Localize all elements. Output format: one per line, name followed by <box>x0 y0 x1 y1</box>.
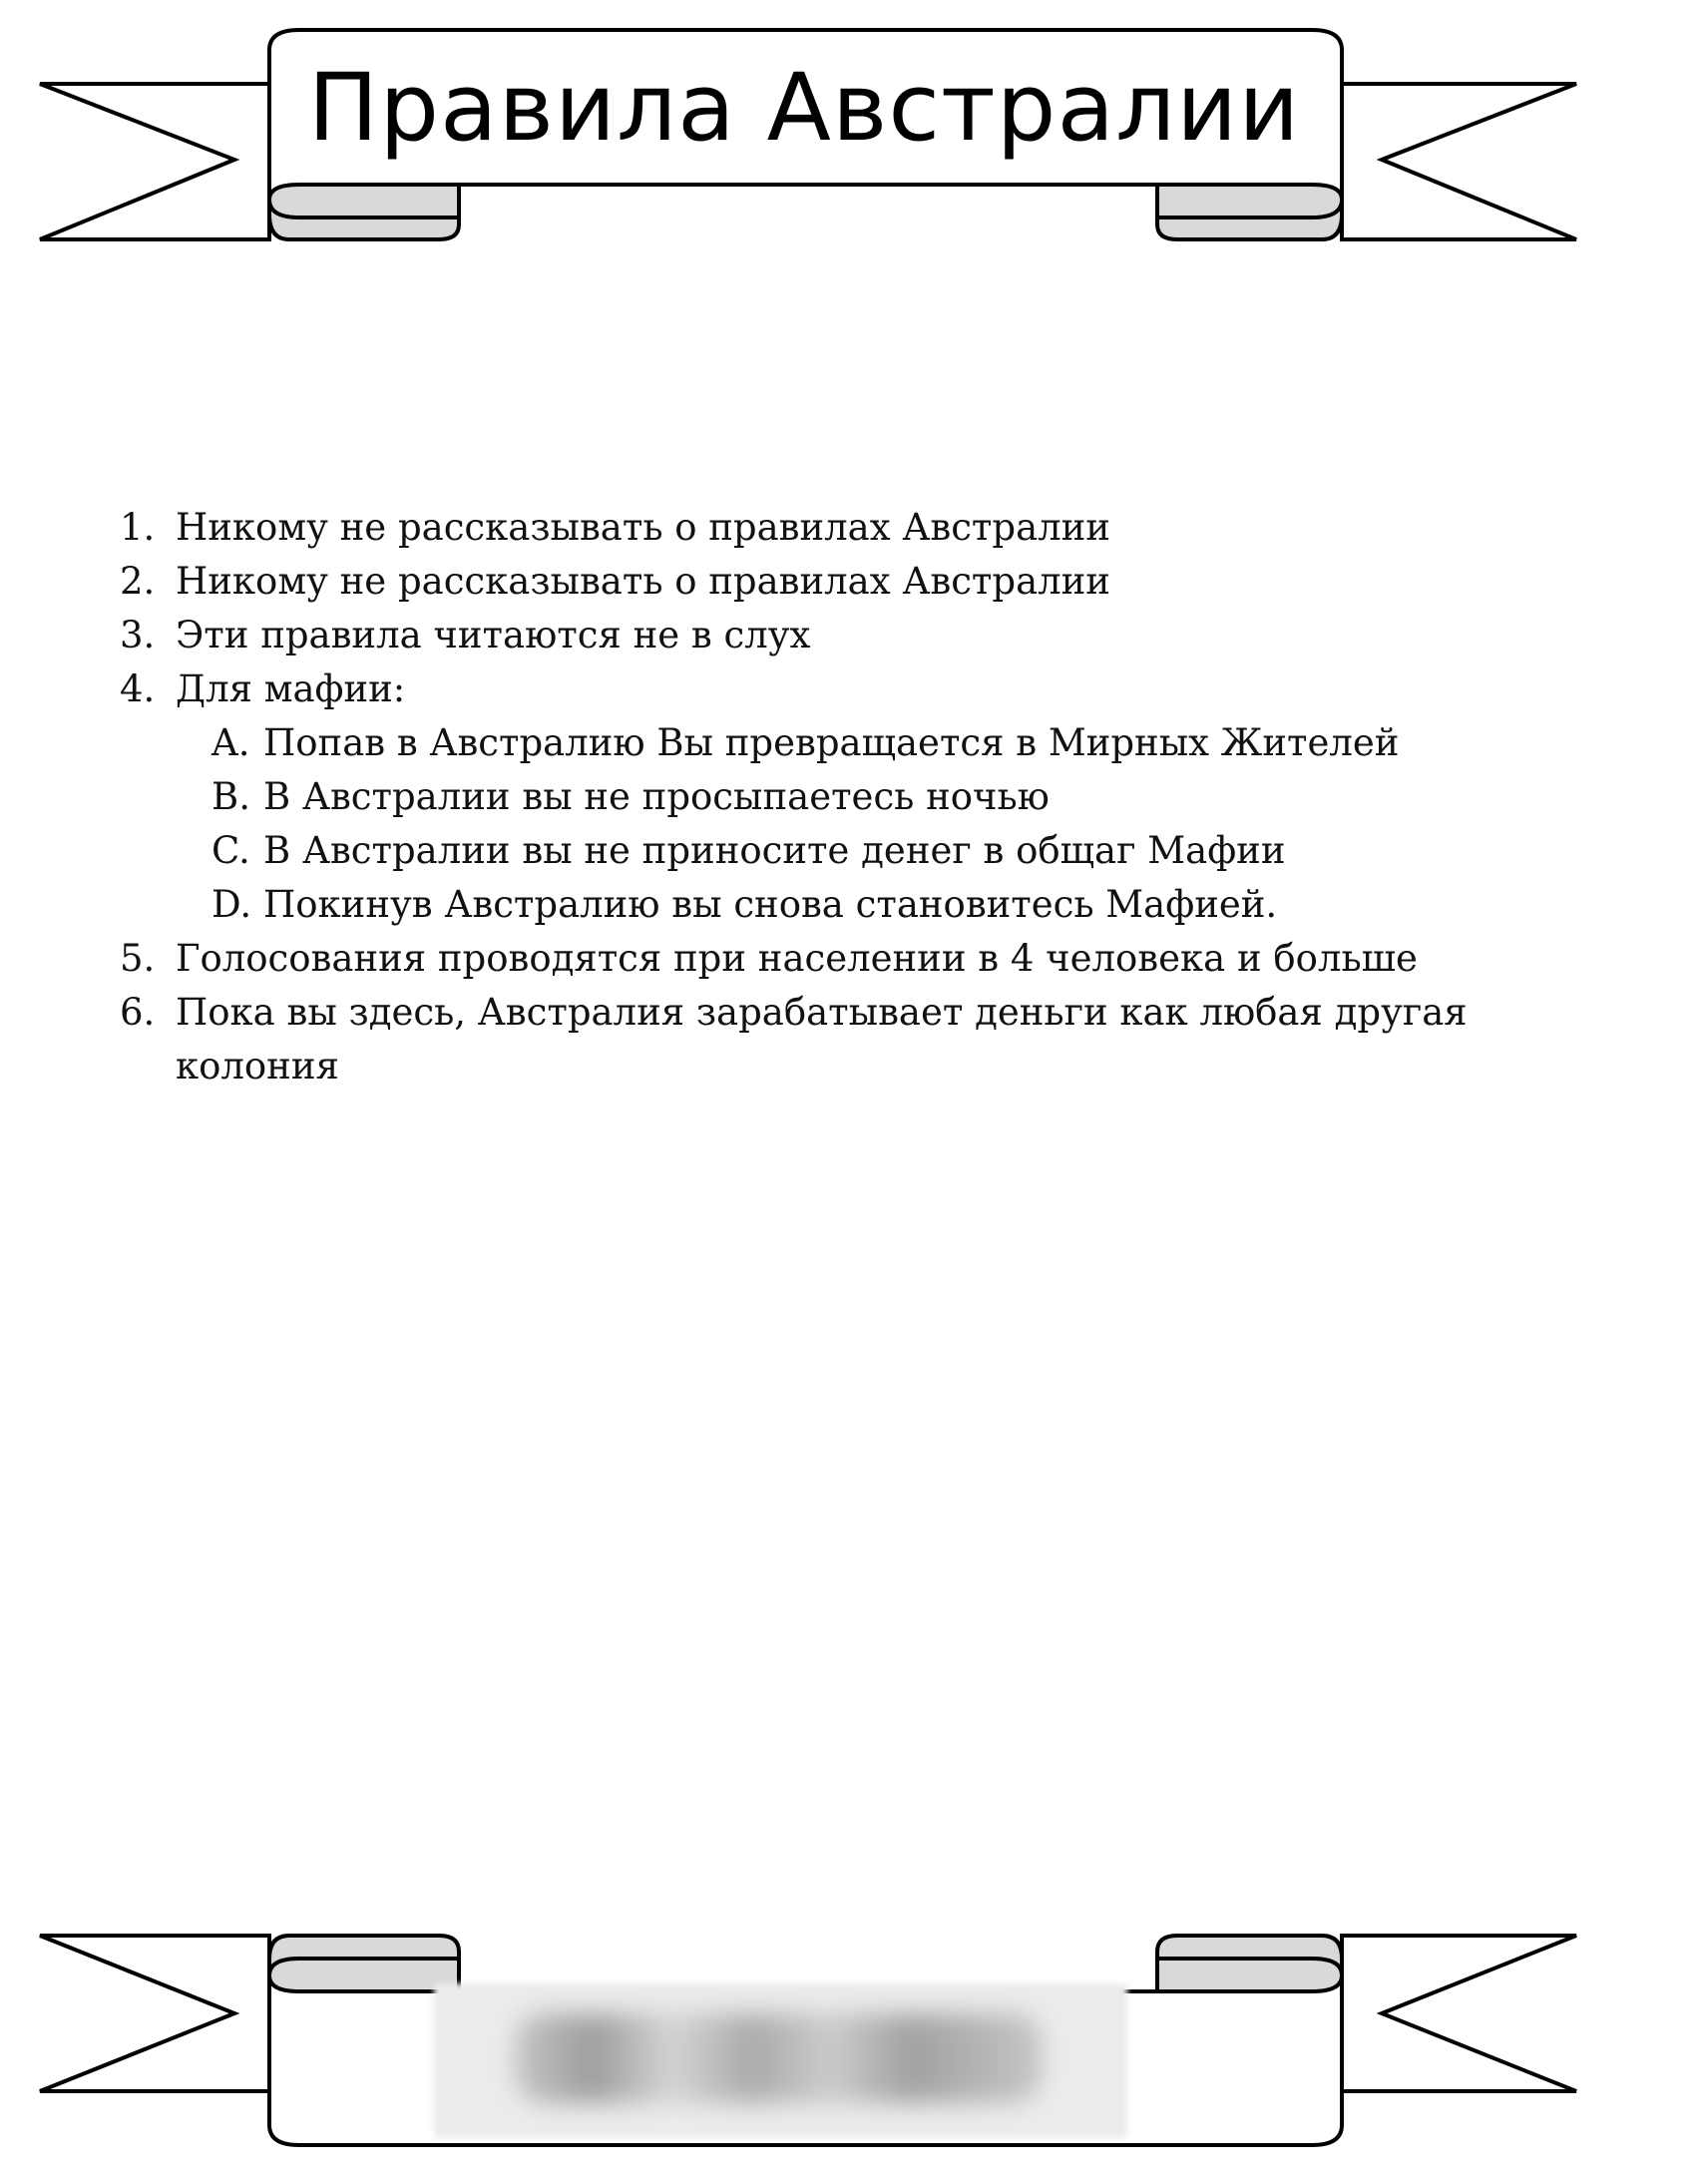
mafia-subrule-item <box>120 770 1596 824</box>
rule-number: 5. <box>120 937 156 980</box>
rule-number: 3. <box>120 614 156 656</box>
page-title: Правила Австралии <box>307 53 1301 163</box>
rule-number: 1. <box>120 506 156 549</box>
blurred-watermark <box>434 1983 1127 2138</box>
rule-text: Эти правила читаются не в слух <box>176 614 811 656</box>
rule-text: Никому не рассказывать о правилах Австралии <box>176 560 1110 603</box>
rule-text: Пока вы здесь, Австралия зарабатывает деньги как любая другая колония <box>176 991 1468 1088</box>
subrule-text: Покинув Австралию вы снова становитесь Мафией. <box>263 883 1278 926</box>
rule-item <box>120 662 1596 716</box>
rule-text: Голосования проводятся при населении в 4 человека и больше <box>176 937 1418 980</box>
subrule-text: В Австралии вы не приносите денег в общаг Мафии <box>263 829 1286 872</box>
rule-number: 6. <box>120 991 156 1034</box>
subrule-text: В Австралии вы не просыпаетесь ночью <box>263 775 1050 818</box>
rule-item <box>120 555 1596 609</box>
rule-number: 4. <box>120 667 156 710</box>
subrule-letter: A. <box>212 721 250 764</box>
rules-list <box>120 501 1596 1093</box>
rule-item <box>120 609 1596 662</box>
mafia-subrule-item <box>120 716 1596 770</box>
subrule-letter: D. <box>212 883 252 926</box>
rule-item <box>120 932 1596 986</box>
rule-item <box>120 501 1596 555</box>
mafia-subrule-item <box>120 878 1596 932</box>
mafia-subrule-item <box>120 824 1596 878</box>
rule-text: Никому не рассказывать о правилах Австралии <box>176 506 1110 549</box>
rule-text: Для мафии: <box>176 667 406 710</box>
rule-number: 2. <box>120 560 156 603</box>
watermark-smudge <box>514 2013 1043 2103</box>
rule-item <box>120 986 1596 1093</box>
subrule-letter: C. <box>212 829 250 872</box>
subrule-letter: B. <box>212 775 250 818</box>
subrule-text: Попав в Австралию Вы превращается в Мирных Жителей <box>263 721 1400 764</box>
